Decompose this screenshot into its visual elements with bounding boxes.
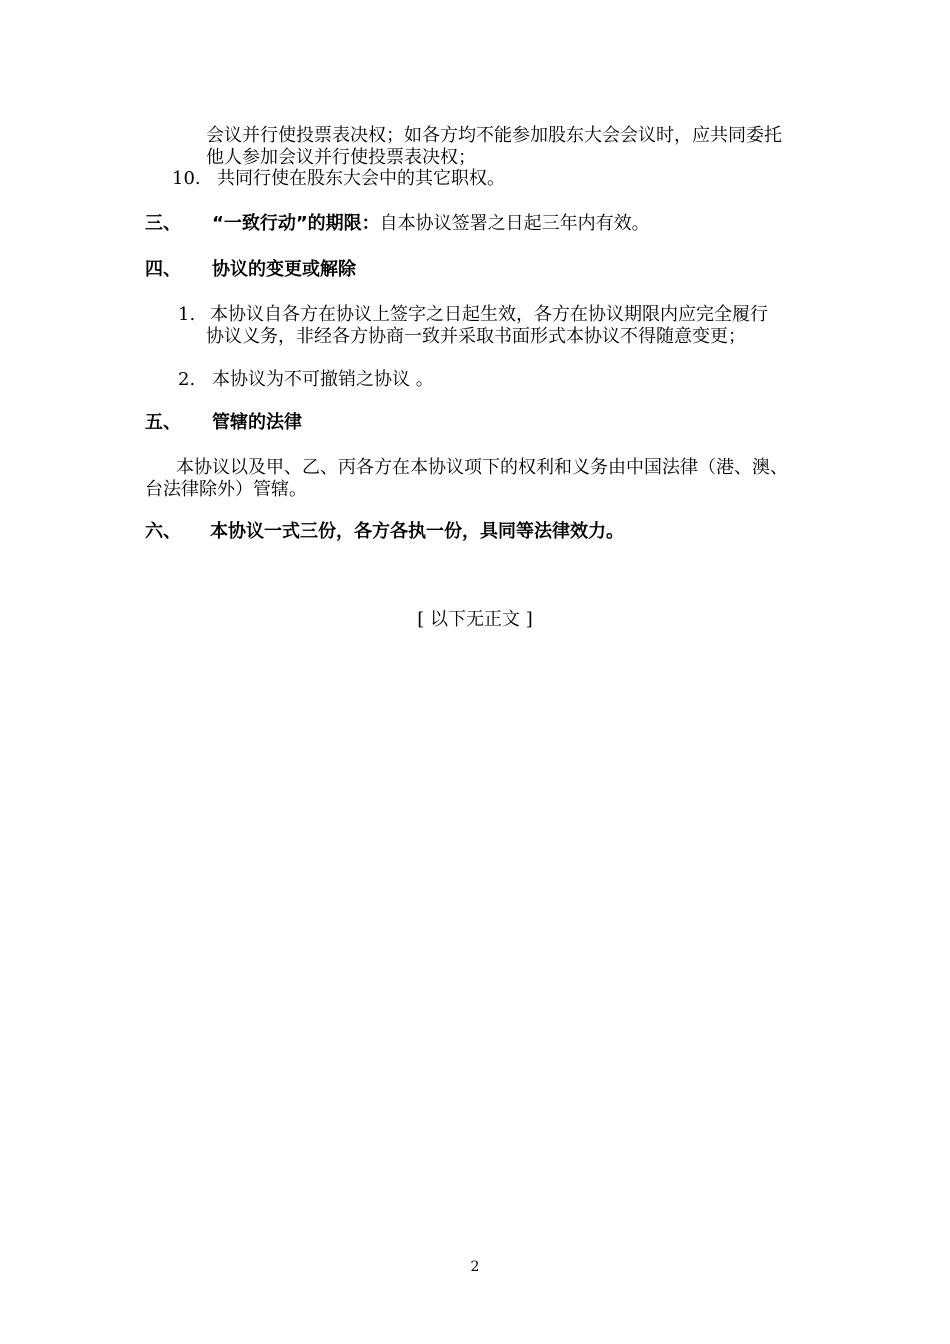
section4-title: 协议的变更或解除: [212, 259, 356, 280]
section3-text: 自本协议签署之日起三年内有效。: [379, 213, 650, 234]
section6-title: 本协议一式三份，各方各执一份，具同等法律效力。: [210, 521, 624, 542]
section5-body-line2: 台法律除外）管辖。: [145, 479, 307, 500]
section4-item1-line1: 本协议自各方在协议上签字之日起生效，各方在协议期限内应完全履行: [210, 304, 768, 325]
section3-title: “一致行动”的期限：: [212, 213, 380, 234]
section4-item2-line1: 本协议为不可撤销之协议 。: [212, 369, 434, 390]
end-of-text-note: [ 以下无正文 ]: [417, 609, 533, 630]
section5-body-line1: 本协议以及甲、乙、丙各方在本协议项下的权利和义务由中国法律（港、澳、: [176, 457, 788, 478]
item9-continuation-line1: 会议并行使投票表决权；如各方均不能参加股东大会会议时，应共同委托: [206, 125, 782, 146]
section4-number: 四、: [145, 259, 181, 280]
section3-number: 三、: [145, 213, 181, 234]
section6-number: 六、: [145, 521, 181, 542]
item10-text: 共同行使在股东大会中的其它职权。: [217, 168, 505, 189]
section4-item1-line2: 协议义务，非经各方协商一致并采取书面形式本协议不得随意变更；: [206, 326, 746, 347]
section4-item1-number: 1.: [178, 304, 196, 325]
page-number: 2: [470, 1259, 480, 1275]
item10-number: 10.: [172, 168, 201, 189]
section5-number: 五、: [145, 412, 181, 433]
section3-line: [212, 212, 650, 236]
section4-item2-number: 2.: [178, 369, 196, 390]
item9-continuation-line2: 他人参加会议并行使投票表决权；: [206, 147, 476, 168]
section5-title: 管辖的法律: [212, 412, 302, 433]
